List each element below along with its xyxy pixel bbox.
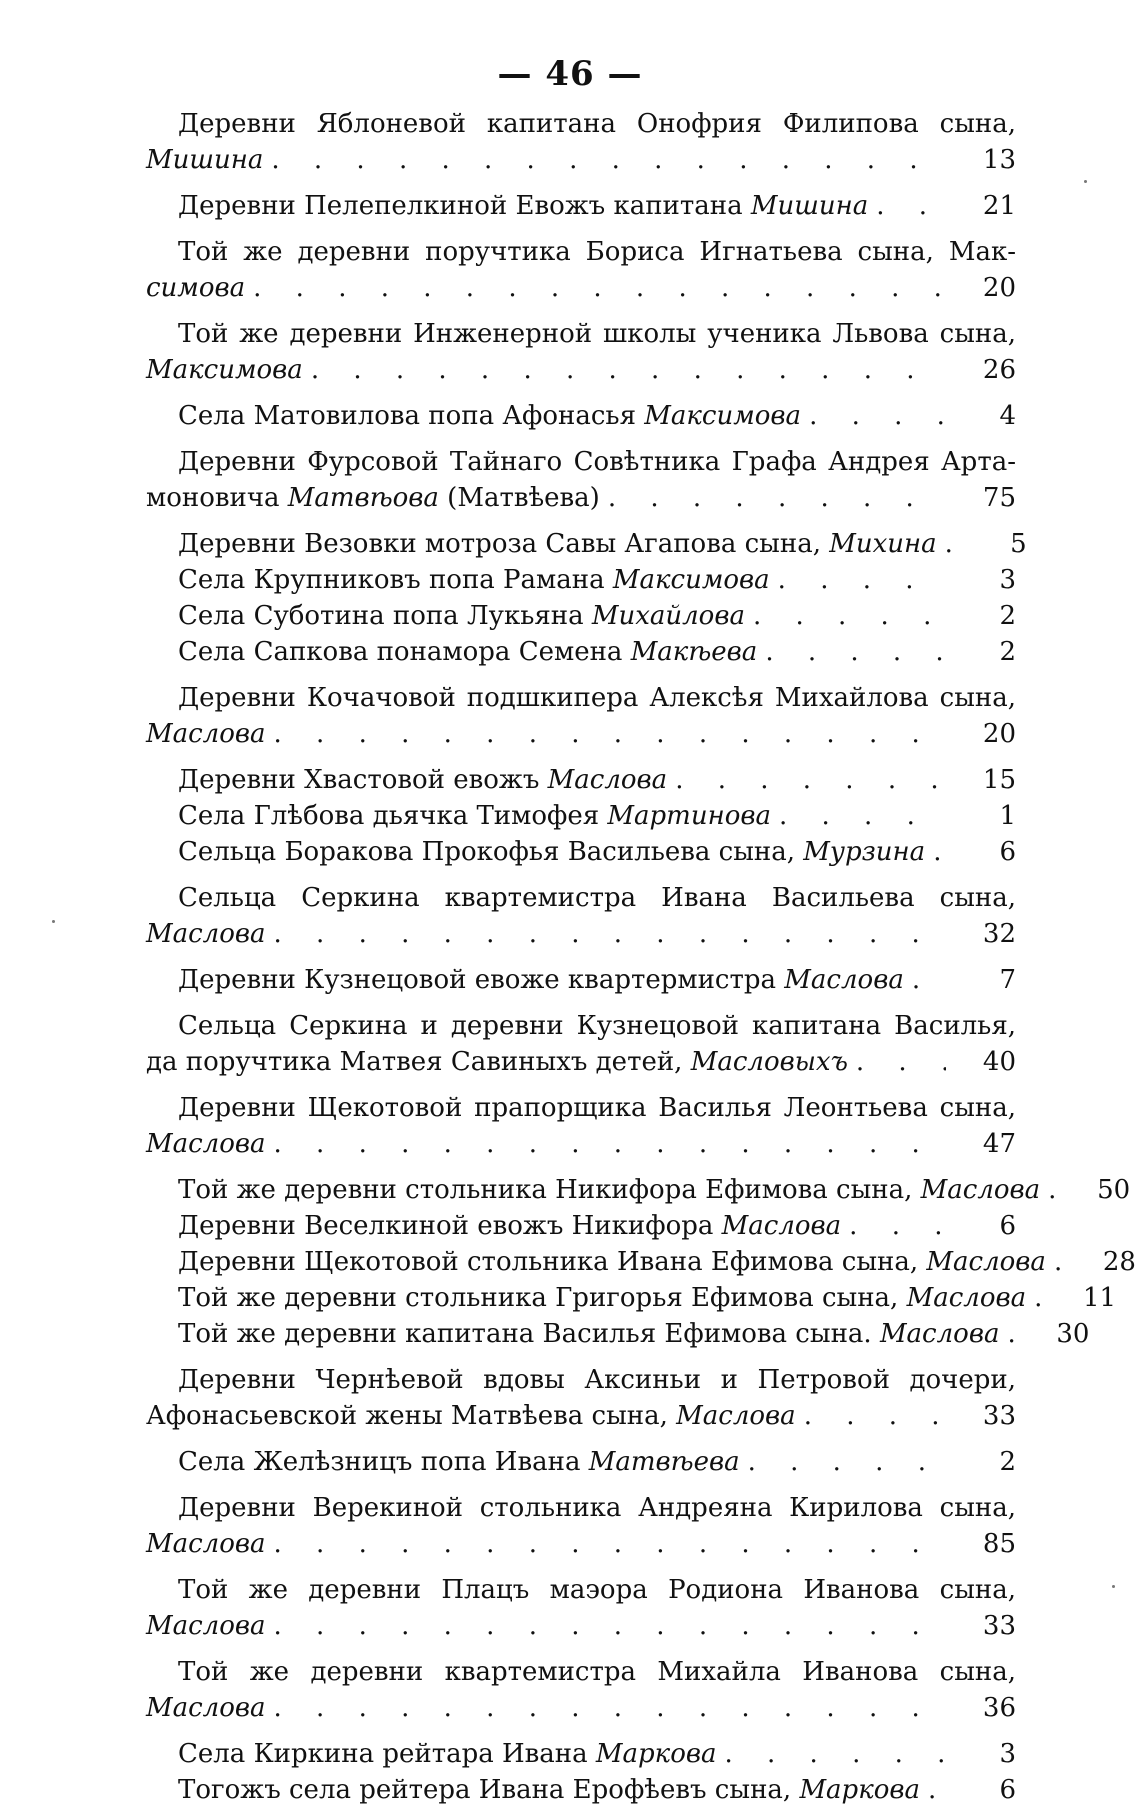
entry-text-line: Деревни Яблоневой капитана Онофрия Филипова сына, <box>178 109 1016 139</box>
dot-leader <box>266 1690 946 1726</box>
entry-text-line: Деревни Щекотовой прапорщика Василья Леонтьева сына, <box>178 1093 1016 1123</box>
register-entry <box>146 834 1016 870</box>
entry-count-line <box>146 716 1016 752</box>
register-entry <box>146 1772 1016 1808</box>
entry-count-line <box>146 1044 1016 1080</box>
dot-leader <box>868 188 946 224</box>
register-entry <box>146 1362 1016 1434</box>
entry-count: 33 <box>982 1401 1016 1431</box>
entry-text-line: Той же деревни поручтика Бориса Игнатьева сына, Мак- <box>178 237 1016 267</box>
surname: Масловыхъ <box>690 1047 848 1077</box>
entry-count: 7 <box>999 965 1016 995</box>
entry-count: 1 <box>999 801 1016 831</box>
entry-count-line <box>146 1772 1016 1808</box>
register-entry <box>146 798 1016 834</box>
entry-count: 4 <box>999 401 1016 431</box>
entry-count-line <box>146 916 1016 952</box>
entry-count: 47 <box>982 1129 1016 1159</box>
entry-text <box>146 352 303 388</box>
register-entry <box>146 680 1016 752</box>
entry-count-line <box>146 1444 1016 1480</box>
dot-leader <box>999 1316 1019 1352</box>
surname: Маслова <box>879 1319 1000 1349</box>
entry-text: Села Глѣбова дьячка Тимофея Мартинова <box>178 801 771 831</box>
dot-leader <box>796 1398 946 1434</box>
dot-leader <box>266 1126 946 1162</box>
entry-count-line <box>146 1208 1016 1244</box>
entry-count-line <box>146 188 1016 224</box>
dot-leader <box>740 1444 946 1480</box>
entry-count: 50 <box>1097 1175 1131 1205</box>
entry-text <box>146 1526 266 1562</box>
entry-text: Деревни Щекотовой стольника Ивана Ефимова сына, Маслова <box>178 1247 1046 1277</box>
entry-text: да поручтика Матвея Савиныхъ детей, Масловыхъ <box>146 1047 848 1077</box>
entry-text-line: Сельца Серкина и деревни Кузнецовой капитана Василья, <box>178 1011 1016 1041</box>
surname: Максимова <box>644 401 802 431</box>
entry-count-line <box>146 1398 1016 1434</box>
entry-count: 40 <box>982 1047 1016 1077</box>
entry-count: 6 <box>999 837 1016 867</box>
dot-leader <box>841 1208 946 1244</box>
register-entry <box>146 1280 1117 1316</box>
surname: Мурзина <box>803 837 926 867</box>
surname: Маслова <box>146 1529 266 1559</box>
dot-leader <box>937 526 957 562</box>
entry-count: 85 <box>982 1529 1016 1559</box>
dot-leader <box>303 352 946 388</box>
entry-count-line <box>146 562 1016 598</box>
entry-count: 2 <box>999 1447 1016 1477</box>
entry-count-line <box>146 634 1016 670</box>
dot-leader <box>801 398 946 434</box>
entry-count-line <box>146 1126 1016 1162</box>
entry-count: 33 <box>982 1611 1016 1641</box>
dot-leader <box>667 762 946 798</box>
register-entry <box>146 526 1027 562</box>
entry-text: Сельца Боракова Прокофья Васильева сына, Мурзина <box>178 837 926 867</box>
entry-count: 20 <box>982 273 1016 303</box>
surname: Маслова <box>721 1211 842 1241</box>
surname: Максимова <box>146 355 303 385</box>
dot-leader <box>920 1772 946 1808</box>
margin-speck <box>1084 180 1087 183</box>
register-entry <box>146 1090 1016 1162</box>
dot-leader <box>266 1526 946 1562</box>
entry-count: 11 <box>1083 1283 1117 1313</box>
entry-count: 3 <box>999 1739 1016 1769</box>
surname: Матвѣева <box>588 1447 740 1477</box>
surname: Михайлова <box>591 601 745 631</box>
surname: Маслова <box>146 919 266 949</box>
entry-text: Той же деревни стольника Никифора Ефимова сына, Маслова <box>178 1175 1041 1205</box>
register-entry <box>146 1244 1136 1280</box>
surname: Маслова <box>146 719 266 749</box>
register-entry <box>146 634 1016 670</box>
entry-count: 6 <box>999 1211 1016 1241</box>
entry-count: 2 <box>999 637 1016 667</box>
register-entry <box>146 444 1016 516</box>
surname: Маркова <box>799 1775 921 1805</box>
register-entry <box>146 1172 1131 1208</box>
entry-text: Села Суботина попа Лукьяна Михайлова <box>178 601 745 631</box>
entry-count-line <box>146 1244 1136 1280</box>
register-entry <box>146 188 1016 224</box>
dot-leader <box>771 798 946 834</box>
entry-text <box>146 916 266 952</box>
surname: симова <box>146 273 246 303</box>
entry-count-line <box>146 142 1016 178</box>
surname: Маслова <box>146 1611 266 1641</box>
entry-text: Села Желѣзницъ попа Ивана Матвѣева <box>178 1447 740 1477</box>
register-entry <box>146 316 1016 388</box>
entry-text: Села Крупниковъ попа Рамана Максимова <box>178 565 770 595</box>
entry-count-line <box>146 834 1016 870</box>
entry-count: 3 <box>999 565 1016 595</box>
dot-leader <box>266 716 946 752</box>
entry-text-line: Деревни Кочачовой подшкипера Алексѣя Михайлова сына, <box>178 683 1016 713</box>
entry-text: Тогожъ села рейтера Ивана Ерофѣевъ сына, Маркова <box>178 1775 921 1805</box>
entry-count-line <box>146 352 1016 388</box>
margin-speck <box>52 920 55 923</box>
surname: Мишина <box>750 191 869 221</box>
entry-count-line <box>146 480 1016 516</box>
entry-text-line: Той же деревни Плацъ маэора Родиона Иванова сына, <box>178 1575 1016 1605</box>
entries-list <box>146 106 1136 1808</box>
entry-text: Деревни Веселкиной евожъ Никифора Маслова <box>178 1211 842 1241</box>
dot-leader <box>600 480 946 516</box>
entry-text <box>146 716 266 752</box>
entry-count-line <box>146 526 1027 562</box>
entry-text-line: Той же деревни квартемистра Михайла Иванова сына, <box>178 1657 1016 1687</box>
entry-text <box>146 1126 266 1162</box>
dot-leader <box>266 916 946 952</box>
dot-leader <box>245 270 946 306</box>
register-entry <box>146 1444 1016 1480</box>
entry-count-line <box>146 762 1016 798</box>
entry-count: 32 <box>982 919 1016 949</box>
entry-text <box>146 142 263 178</box>
entry-count-line <box>146 398 1016 434</box>
entry-count-line <box>146 1608 1016 1644</box>
entry-count-line <box>146 1736 1016 1772</box>
surname: Маслова <box>547 765 668 795</box>
surname: Маслова <box>146 1693 266 1723</box>
surname: Маркова <box>595 1739 717 1769</box>
entry-text: Села Киркина рейтара Ивана Маркова <box>178 1739 717 1769</box>
surname: Маслова <box>784 965 904 995</box>
register-entry <box>146 1490 1016 1562</box>
surname: Мишина <box>146 145 264 175</box>
surname: Матвѣова <box>287 483 439 513</box>
entry-count-line <box>146 1280 1117 1316</box>
entry-text-line: Деревни Верекиной стольника Андреяна Кирилова сына, <box>178 1493 1016 1523</box>
page-number: — 46 — <box>497 54 643 94</box>
entry-text: Деревни Хвастовой евожъ Маслова <box>178 765 668 795</box>
surname: Маслова <box>920 1175 1041 1205</box>
dot-leader <box>1026 1280 1046 1316</box>
register-entry <box>146 398 1016 434</box>
register-entry <box>146 562 1016 598</box>
entry-count-line <box>146 1690 1016 1726</box>
entry-count: 2 <box>999 601 1016 631</box>
entry-count-line <box>146 270 1016 306</box>
register-entry <box>146 880 1016 952</box>
surname: Михина <box>829 529 937 559</box>
surname: Макѣева <box>630 637 758 667</box>
register-entry <box>146 1316 1090 1352</box>
dot-leader <box>770 562 946 598</box>
entry-text: Деревни Везовки мотроза Савы Агапова сына, Михина <box>178 529 937 559</box>
entry-text-line: Деревни Чернѣевой вдовы Аксиньи и Петровой дочери, <box>178 1365 1016 1395</box>
dot-leader <box>266 1608 946 1644</box>
register-entry <box>146 1736 1016 1772</box>
surname: Максимова <box>612 565 770 595</box>
entry-count: 20 <box>982 719 1016 749</box>
dot-leader <box>1040 1172 1060 1208</box>
entry-text-line: Той же деревни Инженерной школы ученика Львова сына, <box>178 319 1016 349</box>
dot-leader <box>904 962 946 998</box>
entry-count-line <box>146 1526 1016 1562</box>
entry-text <box>146 1690 266 1726</box>
entry-text <box>146 270 245 306</box>
register-entry <box>146 234 1016 306</box>
entry-text: Той же деревни стольника Григорья Ефимова сына, Маслова <box>178 1283 1027 1313</box>
register-entry <box>146 762 1016 798</box>
entry-text-line: Сельца Серкина квартемистра Ивана Васильева сына, <box>178 883 1016 913</box>
dot-leader <box>757 634 946 670</box>
entry-count: 36 <box>982 1693 1016 1723</box>
entry-count: 26 <box>982 355 1016 385</box>
register-entry <box>146 1572 1016 1644</box>
entry-count-line <box>146 1316 1090 1352</box>
entry-count: 13 <box>982 145 1016 175</box>
register-entry <box>146 1654 1016 1726</box>
dot-leader <box>717 1736 947 1772</box>
entry-count: 75 <box>982 483 1016 513</box>
surname: Маслова <box>146 1129 266 1159</box>
entry-text: Села Сапкова понамора Семена Макѣева <box>178 637 758 667</box>
register-entry <box>146 1208 1016 1244</box>
dot-leader <box>745 598 946 634</box>
entry-text: Афонасьевской жены Матвѣева сына, Маслова <box>146 1401 796 1431</box>
entry-count: 5 <box>1010 529 1027 559</box>
register-entry <box>146 598 1016 634</box>
entry-text-line: Деревни Фурсовой Тайнаго Совѣтника Графа Андрея Арта- <box>178 447 1016 477</box>
entry-text: моновича Матвѣова (Матвѣева) <box>146 483 600 513</box>
dot-leader <box>1046 1244 1066 1280</box>
entry-count: 30 <box>1056 1319 1090 1349</box>
entry-text <box>146 1608 266 1644</box>
entry-text: Села Матовилова попа Афонасья Максимова <box>178 401 802 431</box>
dot-leader <box>263 142 946 178</box>
surname: Мартинова <box>607 801 771 831</box>
entry-count-line <box>146 962 1016 998</box>
dot-leader <box>848 1044 946 1080</box>
margin-speck <box>1112 1585 1115 1588</box>
entry-count-line <box>146 598 1016 634</box>
entry-text: Деревни Пелепелкиной Евожъ капитана Мишина <box>178 191 869 221</box>
entry-count-line <box>146 798 1016 834</box>
surname: Маслова <box>906 1283 1027 1313</box>
entry-count: 15 <box>982 765 1016 795</box>
entry-count: 21 <box>982 191 1016 221</box>
entry-count-line <box>146 1172 1131 1208</box>
entry-count: 6 <box>999 1775 1016 1805</box>
register-entry <box>146 962 1016 998</box>
surname: Маслова <box>926 1247 1046 1277</box>
dot-leader <box>925 834 946 870</box>
register-entry <box>146 106 1016 178</box>
entry-count: 28 <box>1102 1247 1136 1277</box>
entry-text: Деревни Кузнецовой евоже квартермистра Маслова <box>178 965 904 995</box>
entry-text: Той же деревни капитана Василья Ефимова сына. Маслова <box>178 1319 1000 1349</box>
register-entry <box>146 1008 1016 1080</box>
surname: Маслова <box>676 1401 796 1431</box>
